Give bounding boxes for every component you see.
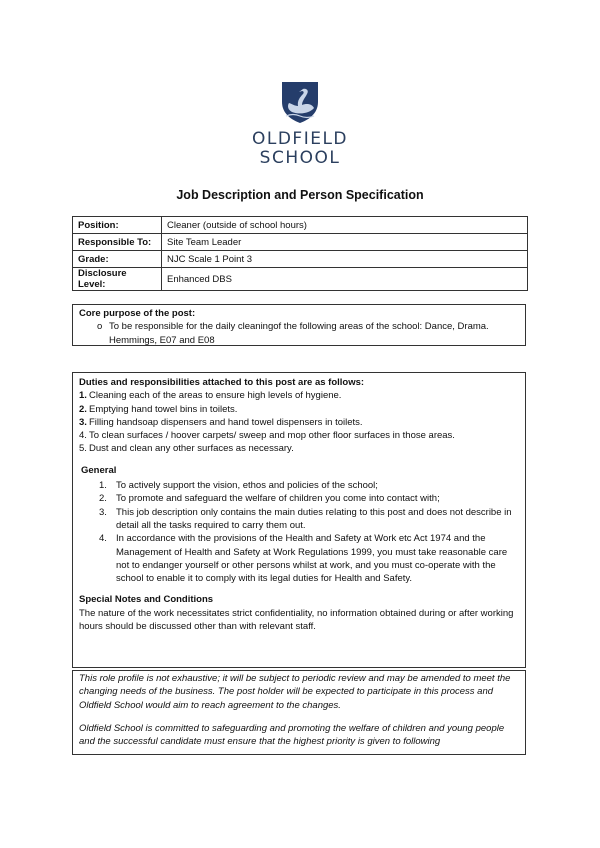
duty-text: Cleaning each of the areas to ensure high levels of hygiene.: [89, 390, 342, 402]
job-info-table: [72, 216, 528, 291]
list-number: 4.: [99, 533, 107, 545]
general-text: To actively support the vision, ethos and policies of the school;: [116, 480, 378, 492]
duties-heading: Duties and responsibilities attached to this post are as follows:: [79, 377, 365, 388]
duties-list: [79, 389, 519, 455]
general-text: To promote and safeguard the welfare of children you come into contact with;: [116, 493, 440, 505]
disclosure-level-value: Enhanced DBS: [162, 268, 528, 291]
footer-paragraph-1: This role profile is not exhaustive; it will be subject to periodic review and may be amended to meet the changing needs of the business. The post holder will be expected to participate in this process and Oldfield School would aim to reach agreement to the changes.: [79, 673, 511, 711]
core-purpose-heading: Core purpose of the post:: [79, 308, 196, 319]
responsible-to-label: Responsible To:: [73, 234, 162, 251]
list-number: 5.: [79, 443, 87, 455]
grade-label: Grade:: [73, 251, 162, 268]
list-number: 1.: [99, 480, 107, 492]
footer-paragraph-2: Oldfield School is committed to safeguarding and promoting the welfare of children and young people and the successful candidate must ensure that the highest priority is given to following: [79, 722, 505, 748]
duty-text: Emptying hand towel bins in toilets.: [89, 403, 238, 415]
special-notes-heading: Special Notes and Conditions: [79, 594, 214, 606]
position-value: Cleaner (outside of school hours): [162, 217, 528, 234]
list-item: [79, 429, 519, 442]
special-notes-text: The nature of the work necessitates strict confidentiality, no information obtained during or after working hours should be discussed other than with relevant staff.: [79, 607, 514, 633]
grade-value: NJC Scale 1 Point 3: [162, 251, 528, 268]
duty-text: Dust and clean any other surfaces as necessary.: [89, 443, 294, 455]
core-purpose-box: [72, 304, 526, 346]
general-text: This job description only contains the main duties relating to this post and does not describe in detail all the tasks required to carry them out.: [116, 506, 512, 531]
duty-text: Filling handsoap dispensers and hand towel dispensers in toilets.: [89, 416, 363, 428]
list-item: [79, 442, 519, 455]
list-item: [79, 479, 519, 492]
swan-crest-icon: [280, 80, 320, 124]
position-label: Position:: [73, 217, 162, 234]
responsible-to-value: Site Team Leader: [162, 234, 528, 251]
list-item: [79, 320, 525, 347]
list-number: 4.: [79, 430, 87, 442]
list-item: [79, 532, 519, 585]
duty-text: To clean surfaces / hoover carpets/ sweep and mop other floor surfaces in those areas.: [89, 430, 455, 442]
list-number: 3.: [99, 506, 107, 518]
disclosure-level-label: Disclosure Level:: [73, 268, 162, 291]
table-row: [73, 251, 528, 268]
list-item: [79, 492, 519, 505]
school-logo: [0, 80, 600, 168]
list-number: 3.: [79, 416, 87, 428]
table-row: [73, 268, 528, 291]
general-heading: General: [81, 464, 117, 476]
school-name-line-1: OLDFIELD: [251, 129, 349, 149]
list-number: 2.: [99, 493, 107, 505]
list-item: [79, 416, 519, 429]
list-number: 2.: [79, 403, 87, 415]
bullet-marker: o: [97, 321, 103, 333]
school-name-line-2: SCHOOL: [259, 148, 341, 168]
footer-notes-box: [72, 670, 526, 755]
general-list: [79, 479, 519, 585]
list-item: [79, 389, 519, 402]
document-title: Job Description and Person Specification: [176, 188, 424, 202]
list-item: [79, 403, 519, 416]
core-purpose-text: To be responsible for the daily cleaningof the following areas of the school: Dance, Drama. Hemmings, E07 and E08: [109, 321, 489, 346]
list-item: [79, 506, 519, 533]
list-number: 1.: [79, 390, 87, 402]
table-row: [73, 234, 528, 251]
table-row: [73, 217, 528, 234]
general-text: In accordance with the provisions of the Health and Safety at Work etc Act 1974 and the Management of Health and Safety at Work Regulations 1999, you must take reasonable care not to endanger yourself or other persons whilst at work, and you must co-operate with the school to enable it to comply with its legal duties for Health and Safety.: [116, 533, 508, 585]
duties-box: [72, 372, 526, 668]
